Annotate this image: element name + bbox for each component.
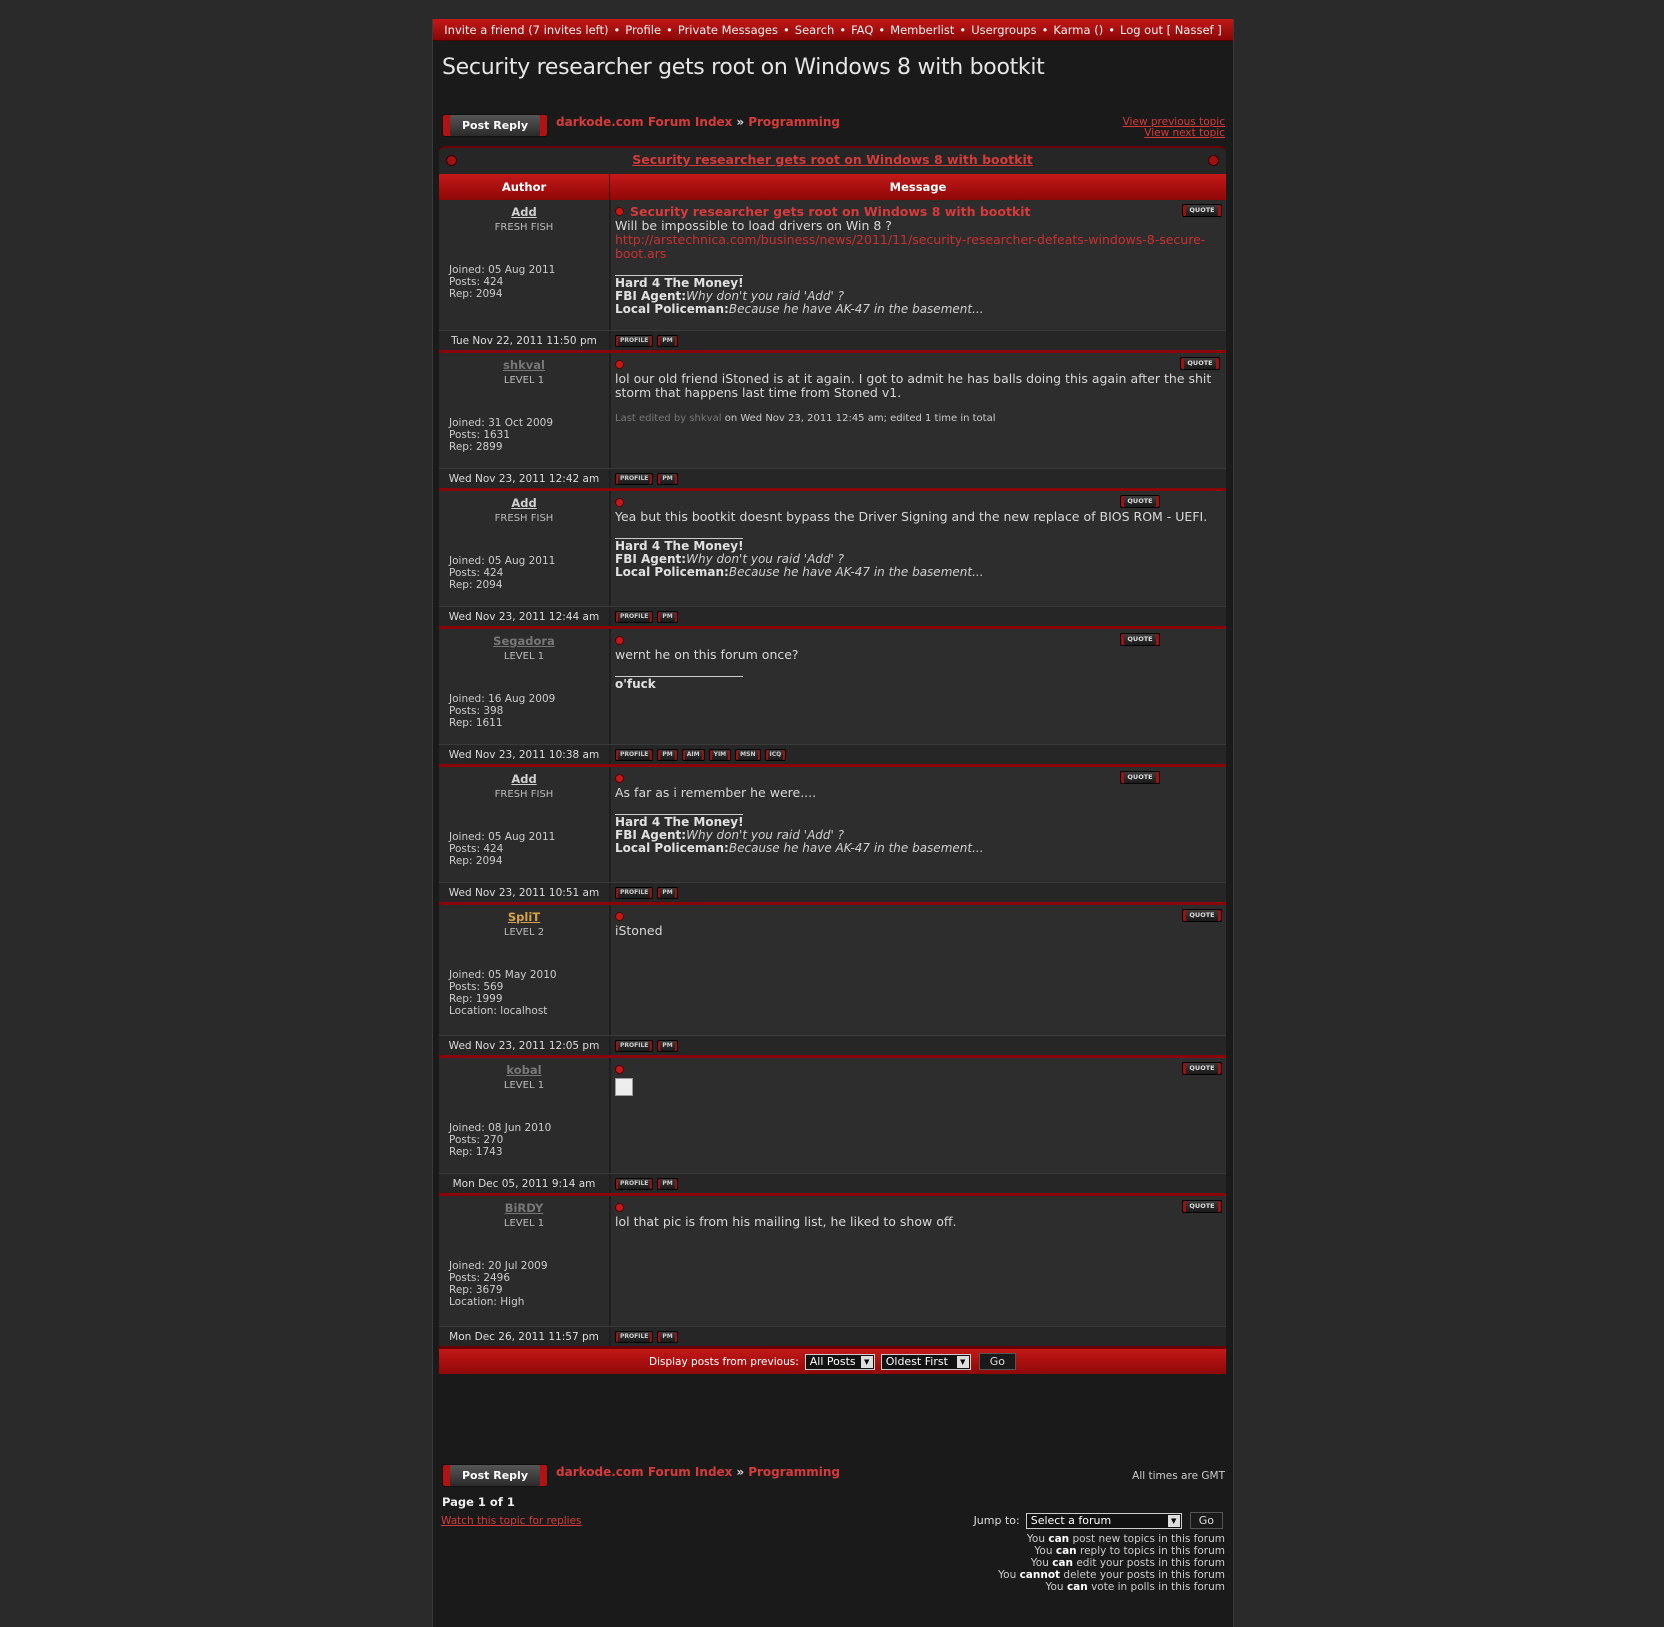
nav-link[interactable]: Invite a friend (7 invites left) — [444, 22, 609, 37]
post-actions — [611, 607, 1226, 626]
post-subject — [615, 1062, 1221, 1076]
author-stats — [449, 555, 555, 591]
author-stat: Posts: 270 — [449, 1134, 504, 1146]
post-body-text: iStoned — [615, 923, 663, 938]
chevron-down-icon: ▼ — [1168, 1515, 1180, 1527]
edit-note-suffix: on Wed Nov 23, 2011 12:45 am; edited 1 time in total — [724, 413, 996, 424]
edit-note-user[interactable]: shkval — [689, 413, 722, 424]
post-body-text: lol our old friend iStoned is at it again. I got to admit he has balls doing this again after the shit storm that happens last time from Stoned v1. — [615, 371, 1212, 400]
post-actions — [611, 331, 1226, 350]
post-footer — [439, 1326, 1226, 1346]
nav-link[interactable]: Log out [ Nassef ] — [1119, 22, 1222, 37]
post-actions — [611, 745, 1226, 764]
pm-button[interactable]: PM — [657, 1331, 677, 1343]
view-next-topic-link[interactable]: View next topic — [1144, 127, 1225, 139]
signature-bold: FBI Agent: — [615, 289, 687, 303]
profile-button[interactable]: PROFILE — [615, 335, 653, 347]
post-signature — [615, 678, 1221, 691]
post-message — [611, 491, 1226, 606]
post-footer — [439, 1035, 1226, 1055]
nav-link[interactable]: Karma () — [1053, 22, 1104, 37]
page-title: Security researcher gets root on Windows 8 with bootkit — [442, 55, 1045, 80]
breadcrumb-bottom — [556, 1465, 840, 1479]
forum-post — [439, 626, 1226, 764]
nav-separator: • — [1108, 22, 1115, 37]
post-author-panel — [439, 491, 611, 606]
author-stat: Posts: 2496 — [449, 1272, 511, 1284]
post-row — [439, 200, 1226, 330]
post-subject — [615, 909, 1221, 923]
author-stats — [449, 693, 555, 729]
quote-button[interactable]: QUOTE — [1182, 1062, 1222, 1075]
post-body-text: lol that pic is from his mailing list, he liked to show off. — [615, 1214, 957, 1229]
permission-word: can — [1052, 1557, 1073, 1569]
author-stat: Posts: 569 — [449, 981, 504, 993]
profile-button[interactable]: PROFILE — [615, 1040, 653, 1052]
jump-to-forum — [974, 1512, 1223, 1529]
post-row — [439, 353, 1226, 468]
yim-button[interactable]: YIM — [709, 749, 732, 761]
author-username[interactable]: Add — [511, 496, 537, 510]
author-stat: Joined: 31 Oct 2009 — [449, 417, 554, 429]
chevron-down-icon: ▼ — [861, 1356, 873, 1368]
post-row — [439, 905, 1226, 1035]
post-message — [611, 905, 1226, 1035]
author-stat: Rep: 2094 — [449, 288, 503, 300]
post-author-panel — [439, 767, 611, 882]
signature-bold: Hard 4 The Money! — [615, 815, 744, 829]
post-body — [615, 510, 1221, 524]
post-body — [615, 1215, 1221, 1229]
nav-link[interactable]: Usergroups — [971, 22, 1037, 37]
pm-button[interactable]: PM — [657, 473, 677, 485]
author-rank: LEVEL 1 — [503, 1218, 545, 1229]
profile-button[interactable]: PROFILE — [615, 887, 653, 899]
post-row — [439, 629, 1226, 744]
post-date: Wed Nov 23, 2011 10:51 am — [439, 883, 611, 902]
permission-pre: You — [1026, 1533, 1046, 1545]
author-stats — [449, 1260, 548, 1308]
permission-pre: You — [1030, 1557, 1049, 1569]
post-footer — [439, 330, 1226, 350]
profile-button[interactable]: PROFILE — [615, 1331, 653, 1343]
nav-link[interactable]: Search — [794, 22, 835, 37]
permission-pre: You — [1045, 1581, 1064, 1593]
signature-line — [615, 678, 1221, 691]
forum-post — [439, 200, 1226, 350]
post-subject — [615, 1200, 1221, 1214]
post-body — [615, 924, 1221, 938]
nav-separator: • — [839, 22, 847, 37]
sort-order-value: Oldest First — [885, 1355, 948, 1368]
forum-post — [439, 902, 1226, 1055]
post-body-text: Will be impossible to load drivers on Win 8 ? — [615, 218, 892, 233]
post-signature — [615, 277, 1221, 316]
author-stats — [449, 969, 557, 1017]
post-body-text: wernt he on this forum once? — [615, 647, 799, 662]
author-stat: Joined: 08 Jun 2010 — [449, 1122, 552, 1134]
signature-italic: Why don't you raid 'Add' ? — [686, 289, 845, 303]
post-subject-text: Security researcher gets root on Windows 8 with bootkit — [630, 203, 1031, 219]
post-date: Mon Dec 05, 2011 9:14 am — [439, 1174, 611, 1193]
breadcrumb — [556, 115, 840, 129]
sort-order-select[interactable] — [881, 1354, 971, 1370]
profile-button[interactable]: PROFILE — [615, 611, 653, 623]
author-username[interactable]: kobal — [506, 1063, 542, 1077]
post-row — [439, 1058, 1226, 1173]
post-icon — [615, 207, 624, 216]
post-message — [611, 629, 1226, 744]
author-username[interactable]: shkval — [503, 358, 545, 372]
breadcrumb-forum[interactable]: Programming — [748, 1465, 841, 1479]
post-footer — [439, 744, 1226, 764]
signature-line — [615, 303, 1221, 316]
permission-line — [998, 1545, 1225, 1557]
chevron-down-icon: ▼ — [957, 1356, 969, 1368]
post-footer — [439, 1173, 1226, 1193]
permission-line — [998, 1557, 1225, 1569]
quote-button[interactable]: QUOTE — [1180, 357, 1220, 370]
page-info: Page 1 of 1 — [442, 1495, 515, 1509]
post-body-text: Yea but this bootkit doesnt bypass the Driver Signing and the new replace of BIOS ROM - UEFI. — [615, 509, 1208, 524]
author-rank: LEVEL 1 — [503, 651, 545, 662]
forum-post — [439, 350, 1226, 488]
permission-post: edit your posts in this forum — [1076, 1557, 1225, 1569]
quote-button[interactable]: QUOTE — [1120, 771, 1160, 784]
signature-line — [615, 842, 1221, 855]
post-footer — [439, 882, 1226, 902]
profile-button[interactable]: PROFILE — [615, 749, 653, 761]
author-stat: Joined: 16 Aug 2009 — [449, 693, 556, 705]
author-username[interactable]: BiRDY — [504, 1201, 544, 1215]
post-body — [615, 1078, 1221, 1096]
author-rank: LEVEL 1 — [503, 1080, 545, 1091]
author-rank: LEVEL 1 — [503, 375, 545, 386]
post-actions — [611, 1036, 1226, 1055]
post-subject — [615, 204, 1221, 218]
topic-caption-link[interactable]: Security researcher gets root on Windows 8 with bootkit — [632, 152, 1033, 167]
author-stat: Posts: 424 — [449, 567, 504, 579]
author-stats — [449, 1122, 551, 1158]
broken-image-icon — [615, 1078, 633, 1096]
post-author-panel — [439, 1196, 611, 1326]
post-row — [439, 1196, 1226, 1326]
display-go-button[interactable]: Go — [979, 1353, 1016, 1370]
pm-button[interactable]: PM — [657, 1040, 677, 1052]
breadcrumb-forum-index[interactable]: darkode.com Forum Index — [556, 1465, 733, 1479]
signature-bold: FBI Agent: — [615, 828, 687, 842]
signature-bold: o'fuck — [615, 677, 656, 691]
permission-line — [998, 1533, 1225, 1545]
signature-bold: Local Policeman: — [615, 302, 729, 316]
topic-navigation — [1123, 117, 1225, 139]
post-body — [615, 372, 1221, 400]
author-stats — [449, 831, 555, 867]
author-stat: Joined: 05 Aug 2011 — [449, 264, 556, 276]
post-message — [611, 353, 1226, 468]
signature-italic: Because he have AK-47 in the basement... — [728, 302, 984, 316]
post-message — [611, 767, 1226, 882]
forum-post — [439, 764, 1226, 902]
author-stat: Rep: 2899 — [449, 441, 503, 453]
edit-note-prefix: Last edited by — [615, 413, 687, 424]
jump-to-value: Select a forum — [1030, 1514, 1112, 1527]
post-actions — [611, 883, 1226, 902]
pm-button[interactable]: PM — [657, 887, 677, 899]
topic-caption — [439, 146, 1226, 174]
author-stat: Posts: 424 — [449, 843, 504, 855]
author-stats — [449, 264, 555, 300]
jump-to-label: Jump to: — [973, 1514, 1020, 1527]
author-username[interactable]: Add — [511, 205, 537, 219]
watch-topic-link[interactable]: Watch this topic for replies — [441, 1515, 582, 1527]
post-author-panel — [439, 353, 611, 468]
post-icon — [615, 1065, 624, 1074]
display-options-bar — [439, 1346, 1226, 1374]
edit-note — [615, 413, 1221, 424]
post-icon — [615, 636, 624, 645]
posts-table — [439, 146, 1226, 1374]
author-stat: Rep: 3679 — [449, 1284, 503, 1296]
permission-post: delete your posts in this forum — [1063, 1569, 1225, 1581]
post-author-panel — [439, 629, 611, 744]
post-date: Wed Nov 23, 2011 12:42 am — [439, 469, 611, 488]
author-rank: FRESH FISH — [494, 789, 554, 800]
post-icon — [615, 1203, 624, 1212]
permission-pre: You — [1034, 1545, 1053, 1557]
author-stat: Location: localhost — [449, 1005, 548, 1017]
post-reply-button-bottom[interactable]: Post Reply — [442, 1464, 548, 1487]
quote-button[interactable]: QUOTE — [1182, 204, 1222, 217]
post-icon — [615, 912, 624, 921]
signature-italic: Because he have AK-47 in the basement... — [728, 565, 984, 579]
nav-link[interactable]: Profile — [625, 22, 662, 37]
author-username[interactable]: Add — [511, 772, 537, 786]
post-body-text: As far as i remember he were.... — [615, 785, 817, 800]
quote-button[interactable]: QUOTE — [1120, 495, 1160, 508]
timezone-note: All times are GMT — [1132, 1470, 1225, 1482]
post-author-panel — [439, 1058, 611, 1173]
post-actions — [611, 469, 1226, 488]
quote-button[interactable]: QUOTE — [1182, 909, 1222, 922]
author-stat: Posts: 398 — [449, 705, 504, 717]
post-icon — [615, 774, 624, 783]
post-date: Mon Dec 26, 2011 11:57 pm — [439, 1327, 611, 1346]
permission-pre: You — [998, 1569, 1017, 1581]
author-stat: Rep: 2094 — [449, 855, 503, 867]
breadcrumb-forum[interactable]: Programming — [748, 115, 841, 129]
nav-link[interactable]: FAQ — [851, 22, 874, 37]
post-subject — [615, 357, 1221, 371]
quote-button[interactable]: QUOTE — [1120, 633, 1160, 646]
forum-permissions — [998, 1533, 1225, 1593]
post-date: Wed Nov 23, 2011 12:05 pm — [439, 1036, 611, 1055]
author-stat: Joined: 05 Aug 2011 — [449, 555, 556, 567]
post-message — [611, 1196, 1226, 1326]
author-stat: Location: High — [449, 1296, 525, 1308]
post-row — [439, 491, 1226, 606]
permission-post: vote in polls in this forum — [1091, 1581, 1225, 1593]
caption-left-dot-icon — [446, 155, 457, 166]
signature-italic: Why don't you raid 'Add' ? — [686, 828, 845, 842]
permission-word: can — [1066, 1581, 1088, 1593]
nav-separator: • — [613, 22, 621, 37]
pm-button[interactable]: PM — [657, 749, 677, 761]
signature-line — [615, 566, 1221, 579]
permission-word: can — [1048, 1533, 1070, 1545]
post-author-panel — [439, 905, 611, 1035]
breadcrumb-separator: » — [736, 115, 745, 129]
permission-post: reply to topics in this forum — [1080, 1545, 1225, 1557]
post-body — [615, 648, 1221, 662]
nav-link[interactable]: Memberlist — [890, 22, 955, 37]
post-list — [439, 200, 1226, 1346]
author-stats — [449, 417, 553, 453]
permission-word: cannot — [1019, 1569, 1061, 1581]
post-signature — [615, 540, 1221, 579]
author-stat: Rep: 1611 — [449, 717, 503, 729]
nav-separator: • — [878, 22, 886, 37]
signature-bold: Local Policeman: — [615, 565, 729, 579]
jump-go-button[interactable]: Go — [1190, 1512, 1223, 1529]
post-reply-button[interactable]: Post Reply — [442, 114, 548, 137]
profile-button[interactable]: PROFILE — [615, 1178, 653, 1190]
post-icon — [615, 498, 624, 507]
post-signature — [615, 816, 1221, 855]
author-column-header: Author — [439, 174, 610, 200]
post-date: Wed Nov 23, 2011 12:44 am — [439, 607, 611, 626]
author-rank: LEVEL 2 — [503, 927, 545, 938]
forum-post — [439, 1193, 1226, 1346]
signature-italic: Why don't you raid 'Add' ? — [686, 552, 845, 566]
signature-bold: FBI Agent: — [615, 552, 687, 566]
pm-button[interactable]: PM — [657, 611, 677, 623]
post-date: Tue Nov 22, 2011 11:50 pm — [439, 331, 611, 350]
permission-word: can — [1055, 1545, 1077, 1557]
breadcrumb-forum-index[interactable]: darkode.com Forum Index — [556, 115, 733, 129]
author-stat: Rep: 1999 — [449, 993, 503, 1005]
author-username[interactable]: Segadora — [493, 634, 555, 648]
author-stat: Posts: 424 — [449, 276, 504, 288]
post-message — [611, 200, 1226, 330]
page-container — [432, 19, 1234, 1627]
post-row — [439, 767, 1226, 882]
author-rank: FRESH FISH — [494, 222, 554, 233]
author-stat: Joined: 05 Aug 2011 — [449, 831, 556, 843]
nav-separator: • — [666, 22, 673, 37]
top-navigation — [433, 19, 1233, 41]
nav-separator: • — [1041, 22, 1049, 37]
pm-button[interactable]: PM — [657, 335, 677, 347]
breadcrumb-separator: » — [736, 1465, 745, 1479]
author-stat: Rep: 1743 — [449, 1146, 503, 1158]
post-actions — [611, 1327, 1226, 1346]
post-body — [615, 219, 1221, 261]
permission-post: post new topics in this forum — [1072, 1533, 1225, 1545]
display-posts-label: Display posts from previous: — [649, 1355, 799, 1368]
author-rank: FRESH FISH — [494, 513, 554, 524]
permission-line — [998, 1581, 1225, 1593]
signature-bold: Local Policeman: — [615, 841, 729, 855]
jump-to-select[interactable] — [1026, 1513, 1182, 1529]
posts-range-select[interactable] — [805, 1354, 875, 1370]
caption-right-dot-icon — [1208, 155, 1219, 166]
nav-separator: • — [959, 22, 967, 37]
quote-button[interactable]: QUOTE — [1182, 1200, 1222, 1213]
table-header — [439, 174, 1226, 200]
post-external-link[interactable]: http://arstechnica.com/business/news/2011/11/security-researcher-defeats-windows-8-secure-boot.ars — [615, 232, 1206, 261]
post-footer — [439, 606, 1226, 626]
post-date: Wed Nov 23, 2011 10:38 am — [439, 745, 611, 764]
forum-post — [439, 1055, 1226, 1193]
author-stat: Joined: 20 Jul 2009 — [449, 1260, 548, 1272]
post-body — [615, 786, 1221, 800]
nav-link[interactable]: Private Messages — [677, 22, 778, 37]
author-stat: Rep: 2094 — [449, 579, 503, 591]
pm-button[interactable]: PM — [657, 1178, 677, 1190]
forum-post — [439, 488, 1226, 626]
post-author-panel — [439, 200, 611, 330]
icq-button[interactable]: ICQ — [765, 749, 787, 761]
permission-line — [998, 1569, 1225, 1581]
author-stat: Posts: 1631 — [449, 429, 511, 441]
post-message — [611, 1058, 1226, 1173]
signature-bold: Hard 4 The Money! — [615, 539, 744, 553]
post-footer — [439, 468, 1226, 488]
signature-italic: Because he have AK-47 in the basement... — [728, 841, 984, 855]
signature-bold: Hard 4 The Money! — [615, 276, 744, 290]
message-column-header: Message — [889, 180, 947, 194]
post-actions — [611, 1174, 1226, 1193]
author-username[interactable]: SpliT — [507, 910, 541, 924]
posts-range-value: All Posts — [809, 1355, 856, 1368]
view-previous-topic-link[interactable]: View previous topic — [1122, 116, 1225, 128]
nav-separator: • — [783, 22, 790, 37]
profile-button[interactable]: PROFILE — [615, 473, 653, 485]
aim-button[interactable]: AIM — [682, 749, 705, 761]
author-stat: Joined: 05 May 2010 — [449, 969, 557, 981]
msn-button[interactable]: MSN — [735, 749, 760, 761]
post-icon — [615, 360, 624, 369]
